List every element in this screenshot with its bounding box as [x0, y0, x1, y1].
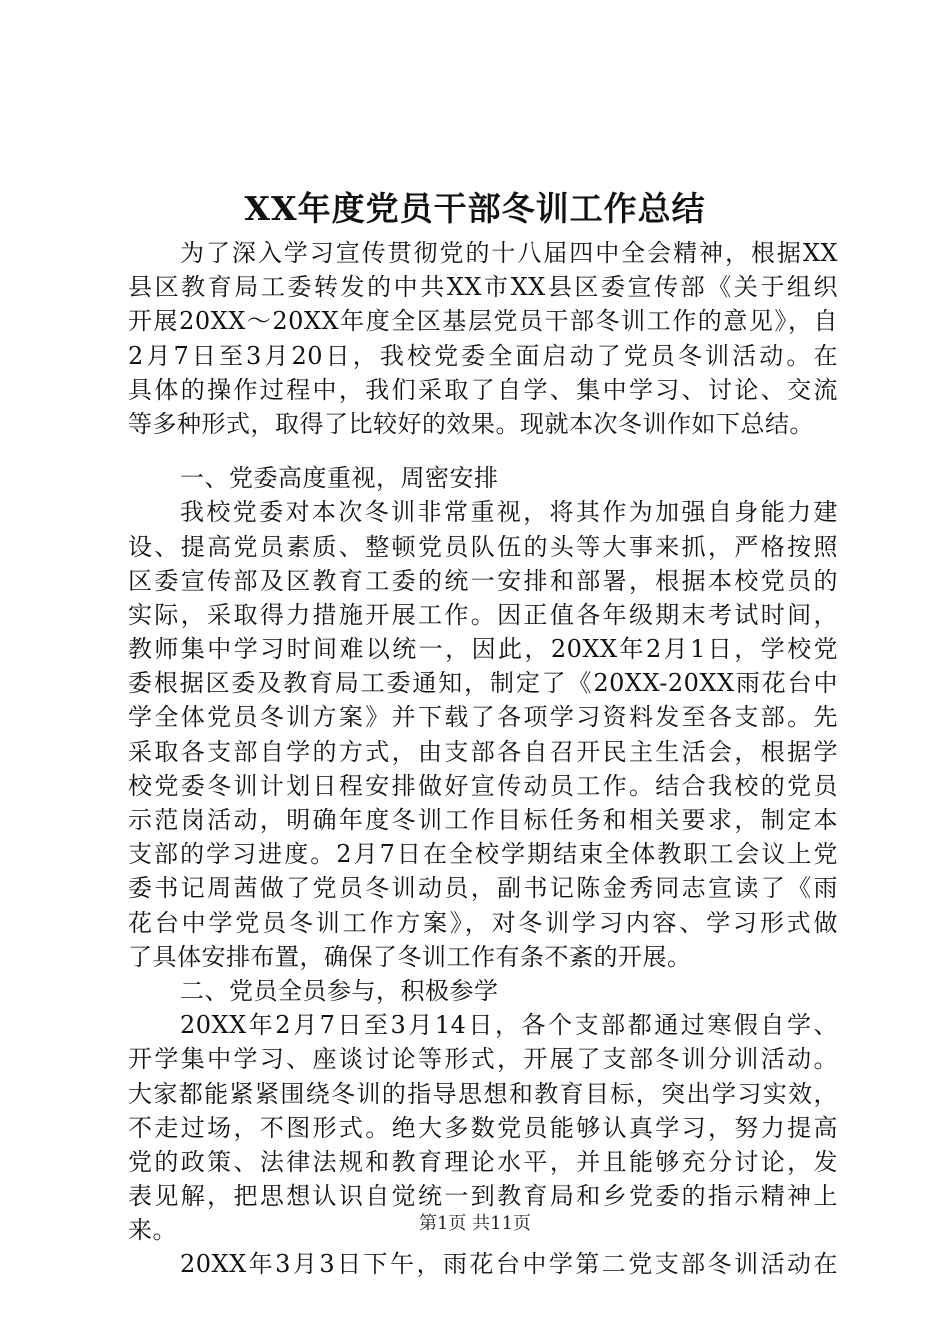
text-line: 采取各支部自学的方式，由支部各自召开民主生活会，根据学 — [128, 737, 838, 766]
text-line: 实际，采取得力措施开展工作。因正值各年级期末考试时间， — [128, 600, 838, 629]
text-line: 示范岗活动，明确年度冬训工作目标任务和相关要求，制定本 — [128, 806, 838, 834]
text-line: 教师集中学习时间难以统一，因此，20XX年2月1日，学校党 — [128, 635, 838, 664]
text-line: 开展20XX～20XX年度全区基层党员干部冬训工作的意见》，自 — [128, 307, 838, 336]
text-line: 花台中学党员冬训工作方案》，对冬训学习内容、学习形式做 — [128, 908, 838, 937]
text-line: 具体的操作过程中，我们采取了自学、集中学习、讨论、交流 — [128, 375, 838, 404]
section-heading-2: 二、党员全员参与，积极参学 — [180, 976, 499, 1005]
text-line: 20XX年3月3日下午，雨花台中学第二党支部冬训活动在 — [180, 1250, 838, 1279]
text-line: 我校党委对本次冬训非常重视，将其作为加强自身能力建 — [180, 498, 838, 527]
paragraph-spacer — [128, 441, 838, 461]
text-line: 不走过场，不图形式。绝大多数党员能够认真学习，努力提高 — [128, 1113, 838, 1142]
text-line: 区委宣传部及区教育工委的统一安排和部署，根据本校党员的 — [128, 566, 838, 595]
paragraph-intro — [128, 236, 838, 441]
text-line: 为了深入学习宣传贯彻党的十八届四中全会精神，根据XX — [180, 239, 838, 267]
text-line: 校党委冬训计划日程安排做好宣传动员工作。结合我校的党员 — [128, 771, 838, 800]
text-line: 委根据区委及教育局工委通知，制定了《20XX-20XX雨花台中 — [128, 669, 838, 698]
text-line: 了具体安排布置，确保了冬训工作有条不紊的开展。 — [128, 942, 692, 971]
page-footer: 第1页 共11页 — [418, 1213, 532, 1234]
text-line: 县区教育局工委转发的中共XX市XX县区委宣传部《关于组织 — [128, 273, 838, 302]
paragraph-section-1 — [128, 495, 838, 974]
text-line: 20XX年2月7日至3月14日，各个支部都通过寒假自学、 — [180, 1011, 838, 1040]
paragraph-section-2-continued — [128, 1247, 838, 1281]
document-title: XX年度党员干部冬训工作总结 — [244, 189, 706, 228]
text-line: 设、提高党员素质、整顿党员队伍的头等大事来抓，严格按照 — [128, 532, 838, 561]
section-heading-1: 一、党委高度重视，周密安排 — [180, 464, 499, 493]
text-line: 2月7日至3月20日，我校党委全面启动了党员冬训活动。在 — [128, 341, 838, 370]
text-line: 支部的学习进度。2月7日在全校学期结束全体教职工会议上党 — [128, 840, 838, 869]
text-line: 表见解，把思想认识自觉统一到教育局和乡党委的指示精神上 — [128, 1182, 838, 1211]
text-line: 来。 — [128, 1216, 177, 1245]
text-line: 委书记周茜做了党员冬训动员，副书记陈金秀同志宣读了《雨 — [128, 874, 838, 903]
document-body — [128, 236, 838, 1282]
text-line: 学全体党员冬训方案》并下载了各项学习资料发至各支部。先 — [128, 703, 838, 732]
text-line: 开学集中学习、座谈讨论等形式，开展了支部冬训分训活动。 — [128, 1045, 838, 1074]
text-line: 党的政策、法律法规和教育理论水平，并且能够充分讨论，发 — [128, 1147, 838, 1176]
text-line: 等多种形式，取得了比较好的效果。现就本次冬训作如下总结。 — [128, 409, 814, 438]
text-line: 大家都能紧紧围绕冬训的指导思想和教育目标，突出学习实效， — [128, 1079, 838, 1108]
